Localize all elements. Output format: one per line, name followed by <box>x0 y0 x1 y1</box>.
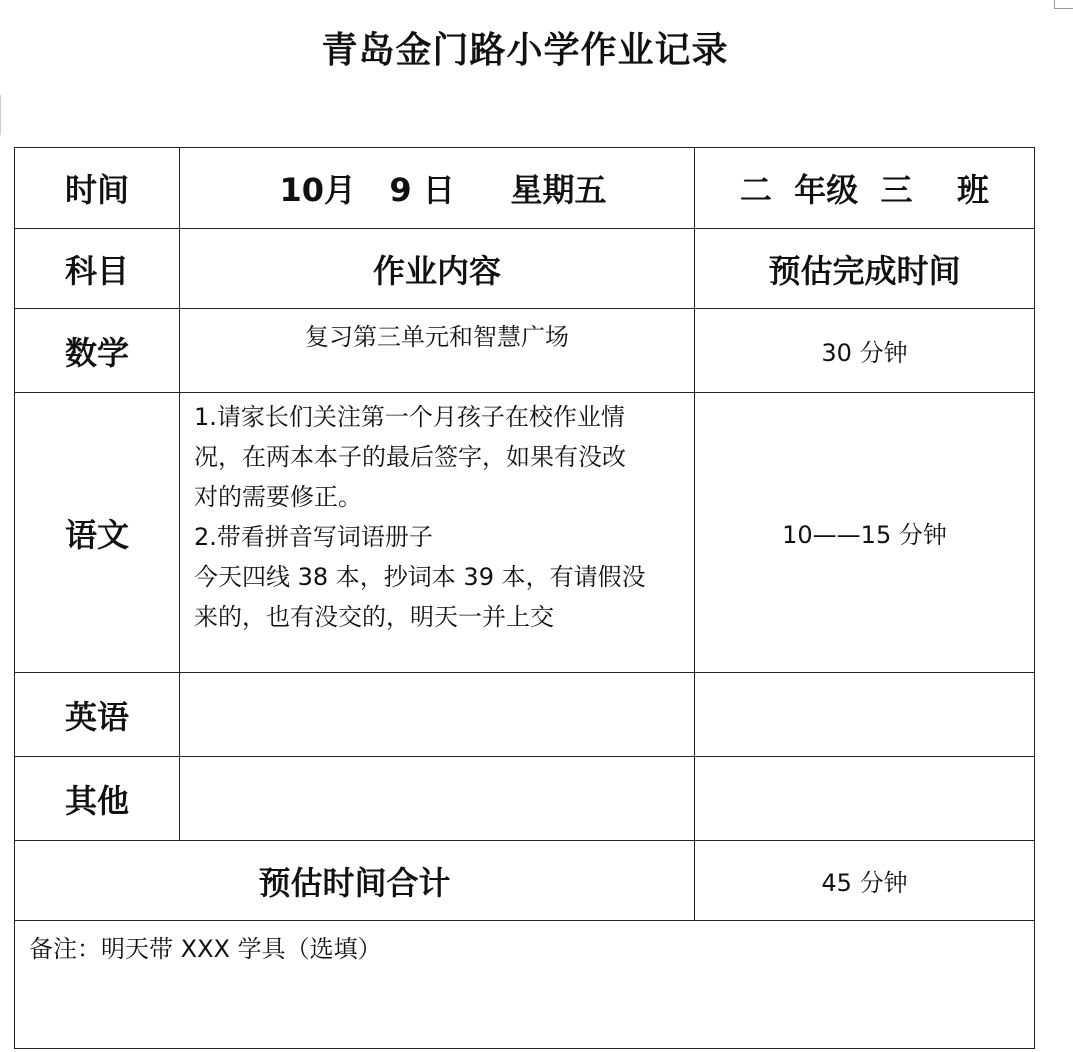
column-estimate: 预估完成时间 <box>695 229 1035 309</box>
subject-chinese: 语文 <box>15 393 180 673</box>
date-cell: 10月 9 日 星期五 <box>180 148 695 229</box>
remark-text: 备注：明天带 XXX 学具（选填） <box>15 921 1035 1049</box>
content-line: 对的需要修正。 <box>194 483 362 511</box>
subject-math: 数学 <box>15 309 180 393</box>
table-row-chinese <box>15 393 1035 673</box>
total-row <box>15 841 1035 921</box>
page-title: 青岛金门路小学作业记录 <box>321 30 729 71</box>
table-row-english <box>15 673 1035 757</box>
homework-table <box>14 147 1035 1049</box>
page-corner-mark <box>1054 0 1073 9</box>
time-label: 时间 <box>15 148 180 229</box>
content-line: 今天四线 38 本，抄词本 39 本，有请假没 <box>194 563 646 591</box>
time-math: 30 分钟 <box>695 309 1035 393</box>
class-cell: 二 年级 三 班 <box>695 148 1035 229</box>
table-row-other <box>15 757 1035 841</box>
content-line: 1.请家长们关注第一个月孩子在校作业情 <box>194 403 625 431</box>
content-english <box>180 673 695 757</box>
total-time: 45 分钟 <box>695 841 1035 921</box>
time-other <box>695 757 1035 841</box>
content-other <box>180 757 695 841</box>
subject-english: 英语 <box>15 673 180 757</box>
column-content: 作业内容 <box>180 229 695 309</box>
total-label: 预估时间合计 <box>15 841 695 921</box>
content-math: 复习第三单元和智慧广场 <box>180 309 695 393</box>
column-subject: 科目 <box>15 229 180 309</box>
remark-row <box>15 921 1035 1049</box>
page-edge-mark <box>0 95 1 135</box>
column-header-row <box>15 229 1035 309</box>
table-row-math <box>15 309 1035 393</box>
content-line: 2.带看拼音写词语册子 <box>194 523 433 551</box>
header-row <box>15 148 1035 229</box>
time-chinese: 10——15 分钟 <box>695 393 1035 673</box>
subject-other: 其他 <box>15 757 180 841</box>
content-line: 来的，也有没交的，明天一并上交 <box>194 603 554 631</box>
content-chinese <box>180 393 695 673</box>
content-line: 况，在两本本子的最后签字，如果有没改 <box>194 443 626 471</box>
time-english <box>695 673 1035 757</box>
